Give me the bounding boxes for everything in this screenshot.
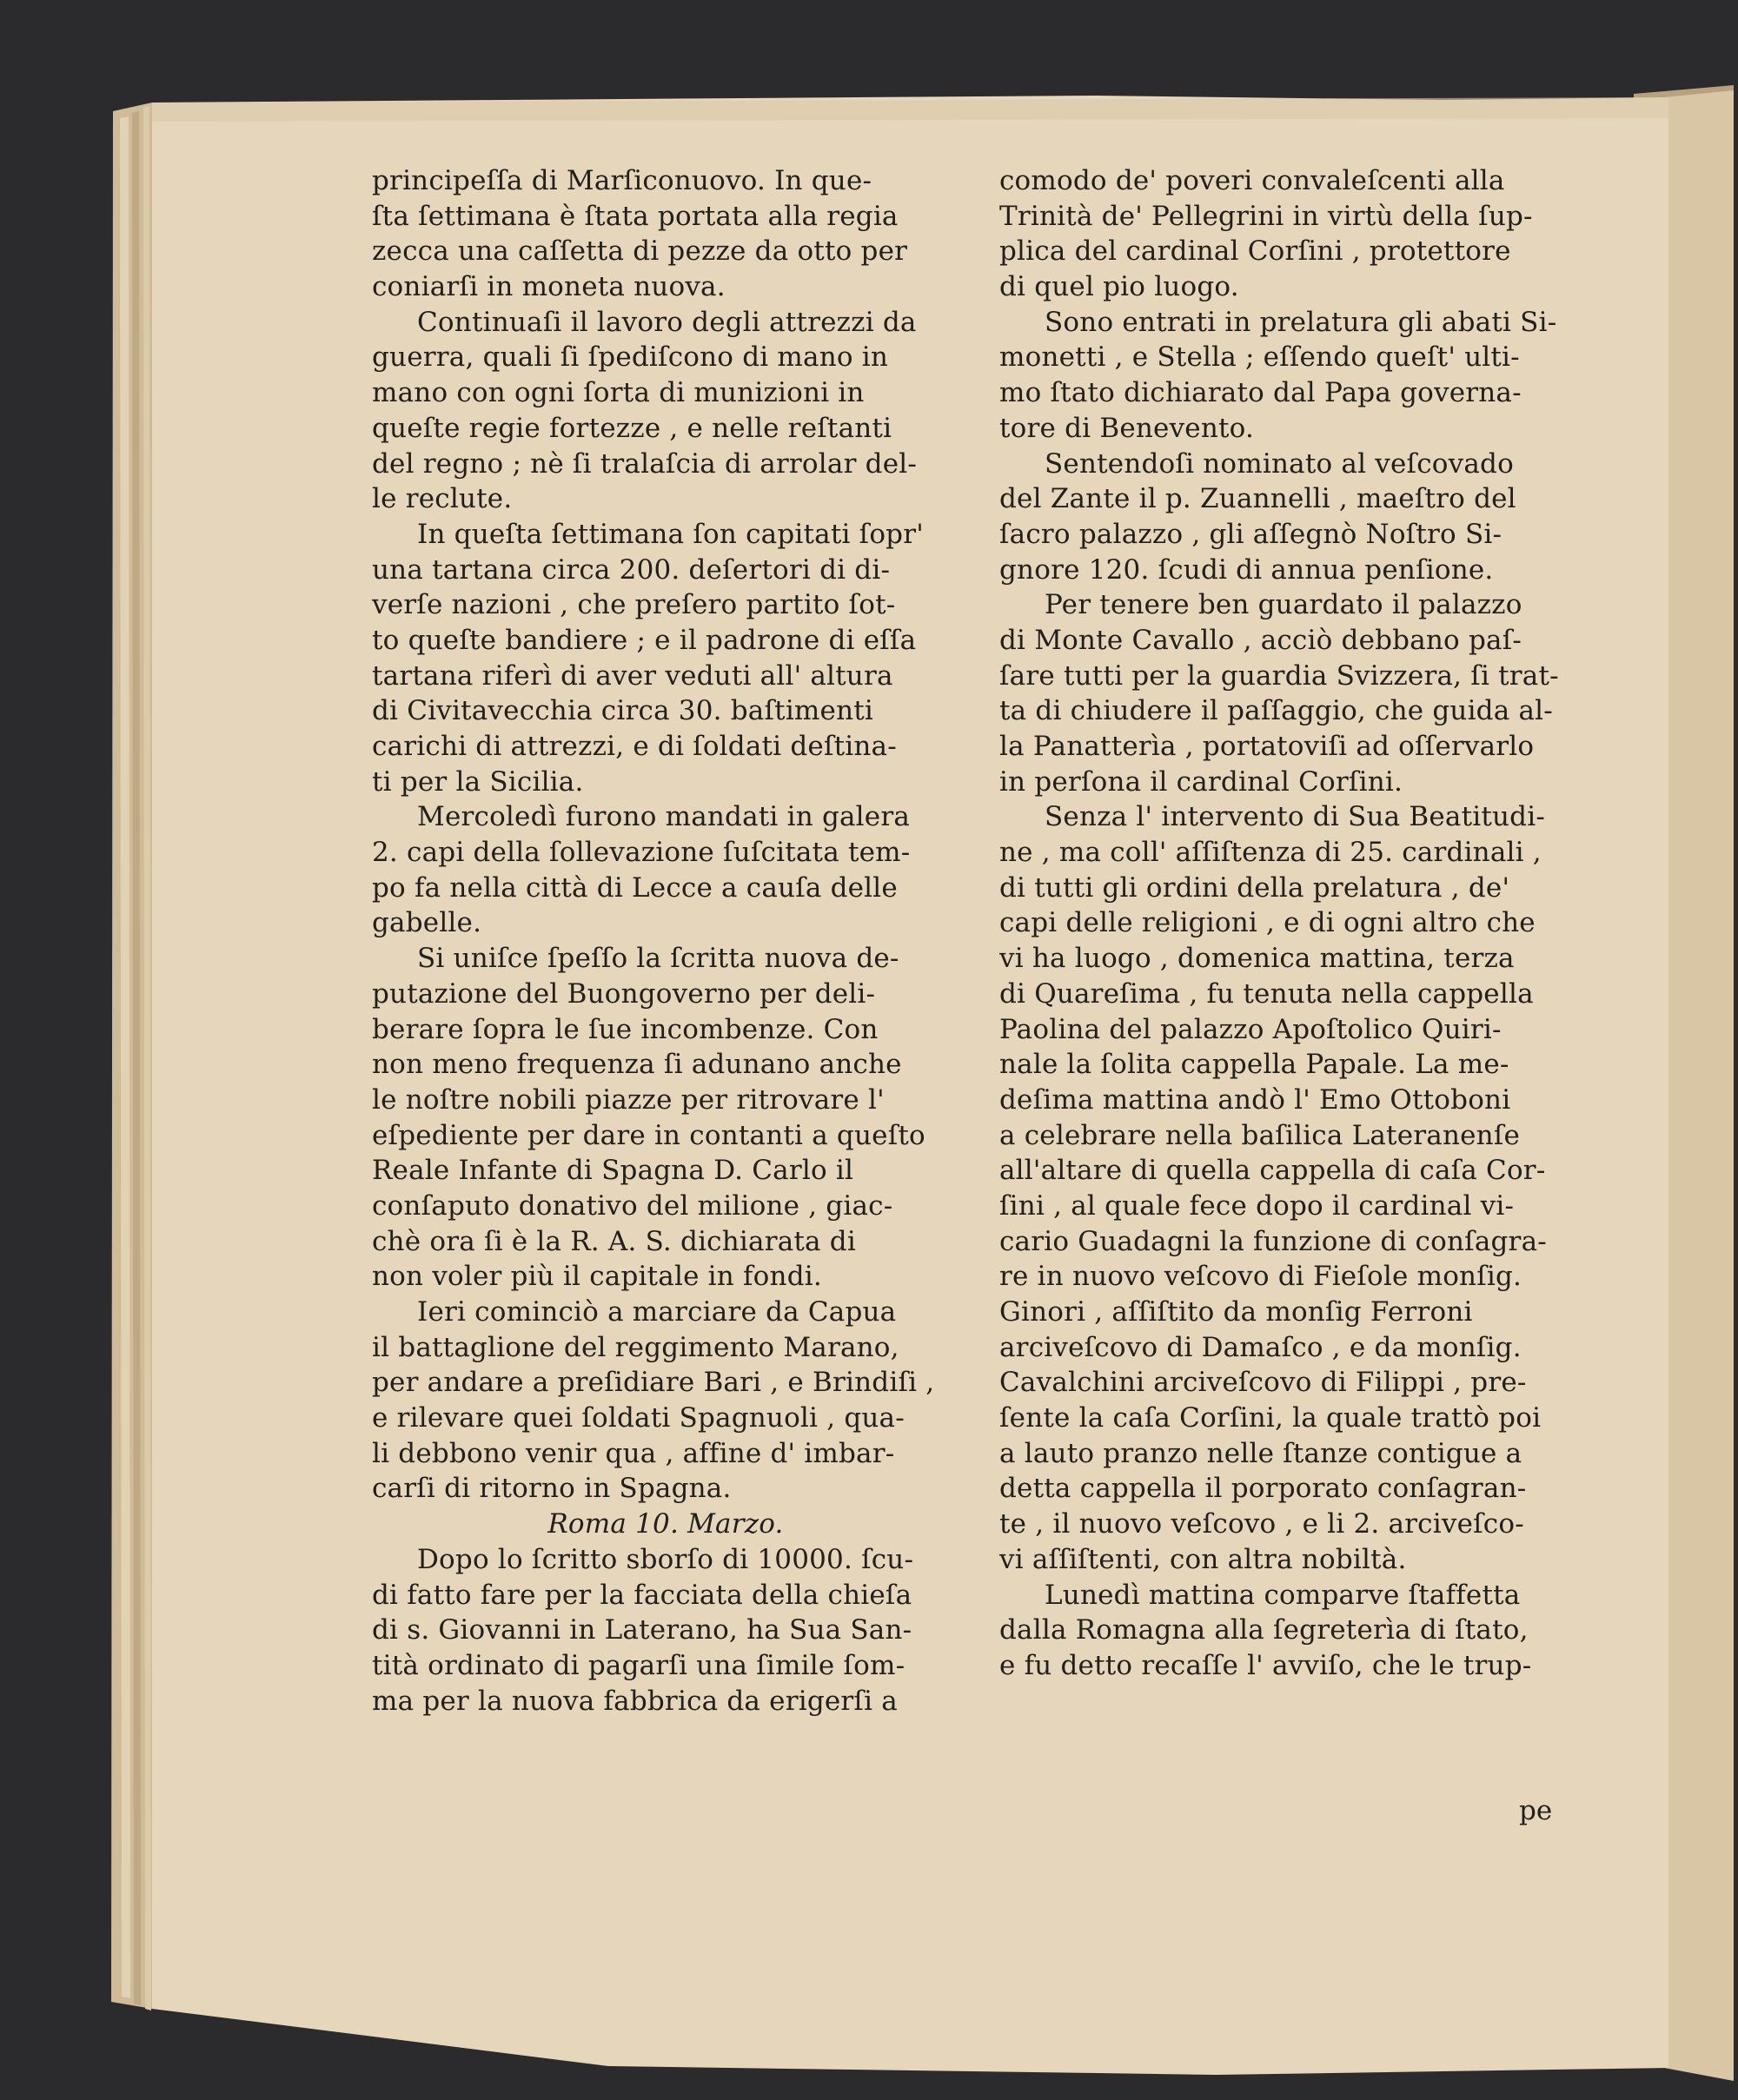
right-line: ſente la caſa Corſini, la quale trattò poi <box>999 1402 1542 1434</box>
right-line: comodo de' poveri convaleſcenti alla <box>999 165 1505 196</box>
right-line: Ginori , aſſiſtito da monſig Ferroni <box>999 1296 1473 1328</box>
left-line: mano con ogni ſorta di munizioni in <box>372 377 865 409</box>
dateline-heading: Roma 10. Marzo. <box>547 1508 784 1540</box>
right-line: ſini , al quale fece dopo il cardinal vi- <box>999 1189 1515 1222</box>
left-line: conſaputo donativo del milione , giac- <box>372 1189 893 1222</box>
left-line: putazione del Buongoverno per deli- <box>372 977 876 1010</box>
right-line: ta di chiudere il paſſaggio, che guida al- <box>999 695 1553 727</box>
right-line: Lunedì mattina comparve ſtaffetta <box>1045 1579 1521 1611</box>
right-line: plica del cardinal Corſini , protettore <box>999 235 1511 268</box>
left-line: Continuaſi il lavoro degli attrezzi da <box>417 306 917 338</box>
left-line: queſte regie fortezze , e nelle reſtanti <box>372 412 892 444</box>
right-line: ſacro palazzo , gli aſſegnò Noſtro Si- <box>999 518 1503 550</box>
right-line: Trinità de' Pellegrini in virtù della ſup- <box>999 200 1533 232</box>
right-line: capi delle religioni , e di ogni altro che <box>999 907 1536 939</box>
right-line: nale la ſolita cappella Papale. La me- <box>999 1049 1509 1081</box>
left-line: coniarſi in moneta nuova. <box>372 271 726 303</box>
page-stack-line-1 <box>120 116 130 1998</box>
left-line: gabelle. <box>372 907 482 939</box>
left-line: tità ordinato di pagarſi una ſimile ſom- <box>372 1649 905 1681</box>
left-line: le noſtre nobili piazze per ritrovare l' <box>372 1083 885 1116</box>
right-line: vi aſſiſtenti, con altra nobiltà. <box>999 1543 1407 1575</box>
left-line: verſe nazioni , che preſero partito ſot- <box>372 589 896 621</box>
left-line: Si uniſce ſpeſſo la ſcritta nuova de- <box>417 943 899 975</box>
left-line: una tartana circa 200. deſertori di di- <box>372 553 891 586</box>
left-line: 2. capi della ſollevazione ſuſcitata tem- <box>372 837 911 869</box>
right-line: e fu detto recaſſe l' avviſo, che le trup- <box>999 1649 1532 1681</box>
right-line: cario Guadagni la funzione di conſagra- <box>999 1225 1547 1257</box>
left-line: Ieri cominciò a marciare da Capua <box>417 1296 897 1328</box>
left-text-column <box>372 163 959 1719</box>
left-line: di s. Giovanni in Laterano, ha Sua San- <box>372 1614 912 1646</box>
left-line: to queſte bandiere ; e il padrone di eſſa <box>372 624 917 656</box>
left-line: ti per la Sicilia. <box>372 765 584 798</box>
left-line: del regno ; nè ſi tralaſcia di arrolar del- <box>372 447 918 480</box>
left-line: tartana riferì di aver veduti all' altura <box>372 659 893 692</box>
left-line: po fa nella città di Lecce a cauſa delle <box>372 871 898 904</box>
right-line: in perſona il cardinal Corſini. <box>999 765 1403 798</box>
right-line: vi ha luogo , domenica mattina, terza <box>999 943 1515 975</box>
left-line: le reclute. <box>372 483 513 515</box>
right-line: ſare tutti per la guardia Svizzera, ſi trat- <box>999 659 1559 692</box>
right-line: mo ſtato dichiarato dal Papa governa- <box>999 377 1522 409</box>
left-line: ſta ſettimana è ſtata portata alla regia <box>372 200 899 232</box>
right-line: monetti , e Stella ; eſſendo queſt' ulti- <box>999 341 1520 374</box>
left-line: guerra, quali ſi ſpediſcono di mano in <box>372 341 889 374</box>
right-line: a lauto pranzo nelle ſtanze contigue a <box>999 1437 1522 1469</box>
right-line: di tutti gli ordini della prelatura , de' <box>999 871 1510 904</box>
left-line: ma per la nuova fabbrica da erigerſi a <box>372 1685 898 1717</box>
right-line: di quel pio luogo. <box>999 271 1239 303</box>
right-line: Paolina del palazzo Apoſtolico Quiri- <box>999 1013 1502 1045</box>
right-line: all'altare di quella cappella di caſa Cor- <box>999 1155 1546 1187</box>
right-line: arciveſcovo di Damaſco , e da monſig. <box>999 1331 1522 1363</box>
left-line: berare ſopra le ſue incombenze. Con <box>372 1013 879 1045</box>
left-line: per andare a preſidiare Bari , e Brindiſi , <box>372 1367 935 1399</box>
left-line: Mercoledì furono mandati in galera <box>417 801 911 833</box>
left-line: principeſſa di Marſiconuovo. In que- <box>372 165 872 196</box>
page-fold-shadow <box>1664 90 1734 2081</box>
left-line: di fatto fare per la facciata della chieſa <box>372 1579 912 1611</box>
left-line: e rilevare quei ſoldati Spagnuoli , qua- <box>372 1402 905 1434</box>
right-line: re in nuovo veſcovo di Fieſole monſig. <box>999 1261 1522 1293</box>
right-line: gnore 120. ſcudi di annua penſione. <box>999 553 1494 586</box>
left-line: In queſta ſettimana ſon capitati ſopr' <box>417 518 924 550</box>
right-text-column <box>999 163 1587 1684</box>
left-line: zecca una caſſetta di pezze da otto per <box>372 235 908 268</box>
left-line: Dopo lo ſcritto sborſo di 10000. ſcu- <box>417 1543 914 1575</box>
left-line: non voler più il capitale in fondi. <box>372 1261 822 1293</box>
right-line: Senza l' intervento di Sua Beatitudi- <box>1045 801 1545 833</box>
right-line: di Quareſima , fu tenuta nella cappella <box>999 977 1534 1010</box>
right-line: dalla Romagna alla ſegreterìa di ſtato, <box>999 1614 1529 1646</box>
right-line: la Panatterìa , portatoviſi ad oſſervarlo <box>999 731 1535 762</box>
left-line: il battaglione del reggimento Marano, <box>372 1331 899 1363</box>
left-line: carichi di attrezzi, e di ſoldati deſtina- <box>372 731 897 762</box>
right-line: ne , ma coll' aſſiſtenza di 25. cardinali , <box>999 837 1542 869</box>
left-line: eſpediente per dare in contanti a queſto <box>372 1119 925 1151</box>
right-line: deſima mattina andò l' Emo Ottoboni <box>999 1083 1511 1116</box>
right-line: detta cappella il porporato conſagran- <box>999 1473 1527 1505</box>
right-line: Cavalchini arciveſcovo di Filippi , pre- <box>999 1367 1527 1399</box>
left-line: non meno frequenza ſi adunano anche <box>372 1049 902 1081</box>
left-line: di Civitavecchia circa 30. baſtimenti <box>372 695 874 727</box>
catchword: pe <box>1519 1795 1553 1826</box>
left-line: Reale Infante di Spagna D. Carlo il <box>372 1155 854 1187</box>
left-line: chè ora ſi è la R. A. S. dichiarata di <box>372 1225 856 1257</box>
right-line: Sentendoſi nominato al veſcovado <box>1045 447 1514 480</box>
left-line: li debbono venir qua , affine d' imbar- <box>372 1437 895 1469</box>
right-line: a celebrare nella baſilica Lateranenſe <box>999 1119 1521 1151</box>
right-line: Sono entrati in prelatura gli abati Si- <box>1045 306 1557 338</box>
right-line: Per tenere ben guardato il palazzo <box>1045 589 1522 621</box>
left-line: carſi di ritorno in Spagna. <box>372 1473 732 1505</box>
right-line: di Monte Cavallo , acciò debbano paſ- <box>999 624 1522 656</box>
right-line: te , il nuovo veſcovo , e li 2. arciveſco- <box>999 1508 1524 1540</box>
right-line: tore di Benevento. <box>999 412 1255 444</box>
right-line: del Zante il p. Zuannelli , maeſtro del <box>999 483 1516 515</box>
